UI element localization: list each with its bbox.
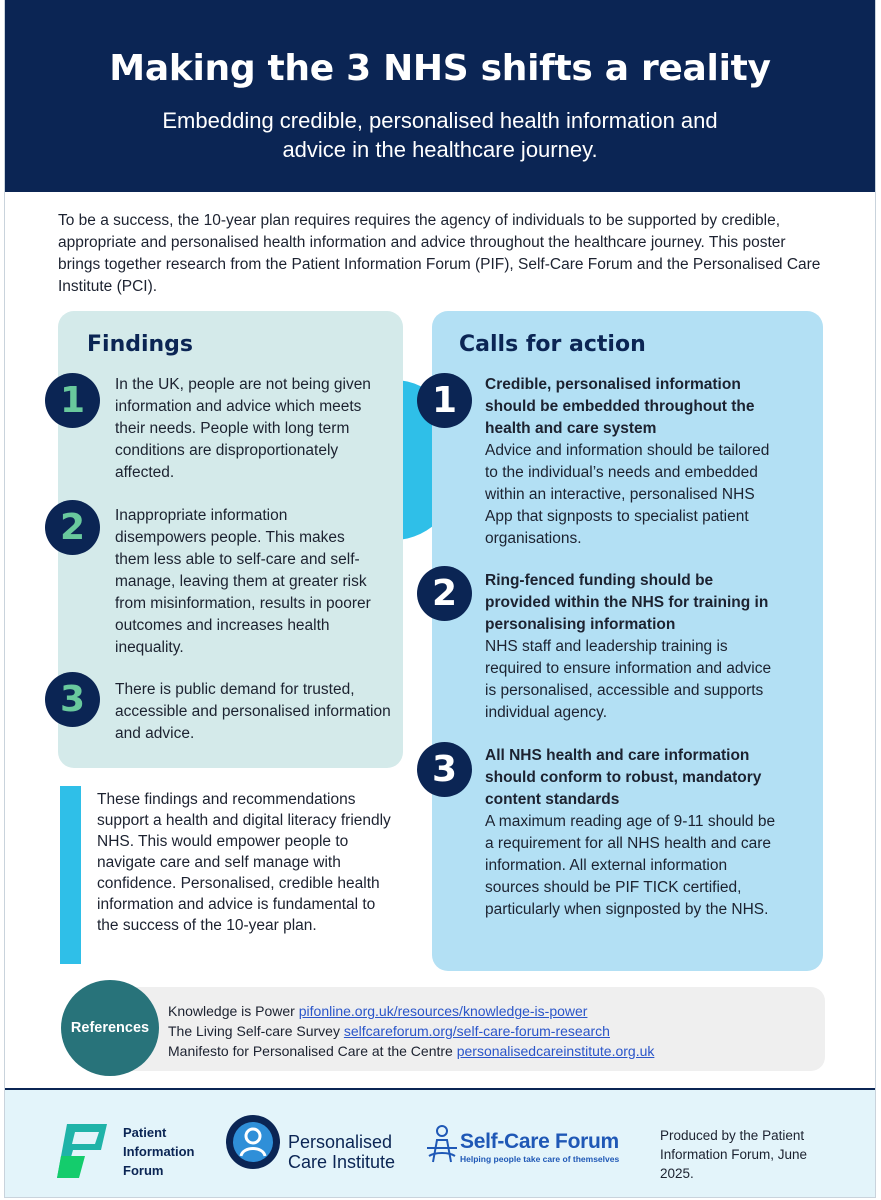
call-item: [485, 570, 775, 724]
produced-by-text: Produced by the Patient Information Forum, June 2025.: [660, 1128, 808, 1181]
pci-logo-icon: [225, 1114, 281, 1170]
reference-item: Manifesto for Personalised Care at the Centre personalisedcareinstitute.org.uk: [168, 1043, 655, 1059]
reference-item: The Living Self-care Survey selfcareforum.org/self-care-forum-research: [168, 1023, 610, 1039]
calls-title: Calls for action: [459, 332, 646, 357]
call-item: [485, 745, 780, 921]
call-number: 3: [417, 742, 472, 797]
finding-text: There is public demand for trusted, accessible and personalised information and advice.: [115, 681, 391, 742]
self-care-forum-title: Self-Care Forum: [460, 1130, 619, 1153]
finding-number: 1: [45, 373, 100, 428]
calls-for-action-panel: [432, 311, 823, 971]
self-care-forum-tagline: Helping people take care of themselves: [460, 1154, 620, 1164]
poster: [4, 0, 876, 1198]
pif-logo-text: Patient Information Forum: [123, 1125, 195, 1178]
references-badge: References: [61, 980, 159, 1076]
reference-link[interactable]: pifonline.org.uk/resources/knowledge-is-power: [298, 1003, 588, 1019]
finding-text: In the UK, people are not being given information and advice which meets their needs. People with long term conditions are disproportionately affected.: [115, 376, 371, 481]
call-body: Advice and information should be tailored to the individual’s needs and embedded within an interactive, personalised NHS App that signposts to specialist patient organisations.: [485, 442, 770, 547]
call-heading: All NHS health and care information should conform to robust, mandatory content standards: [485, 747, 762, 808]
header-banner: [5, 0, 875, 192]
page-title: Making the 3 NHS shifts a reality: [109, 48, 771, 89]
footer: [5, 1088, 875, 1198]
self-care-forum-logo-icon: [425, 1124, 459, 1164]
call-heading: Credible, personalised information should be embedded throughout the health and care system: [485, 376, 755, 437]
findings-title: Findings: [87, 332, 194, 357]
references-list: [168, 1001, 654, 1061]
call-body: A maximum reading age of 9-11 should be a requirement for all NHS health and care information. All external information sources should be PIF TICK certified, particularly when signposted by the NHS.: [485, 813, 776, 918]
call-number: 2: [417, 566, 472, 621]
intro-paragraph: To be a success, the 10-year plan requires requires the agency of individuals to be supported by credible, appropriate and personalised health information and advice throughout the healthcare journey. This poster brings together research from the Patient Information Forum (PIF), Self-Care Forum and the Personalised Care Institute (PCI).: [58, 212, 821, 295]
call-heading: Ring-fenced funding should be provided within the NHS for training in personalising information: [485, 572, 769, 633]
finding-text: Inappropriate information disempowers people. This makes them less able to self-care and self-manage, leaving them at greater risk from misinformation, results in poorer outcomes and increases health inequality.: [115, 507, 371, 656]
summary-text: These findings and recommendations support a health and digital literacy friendly NHS. This would empower people to navigate care and self manage with confidence. Personalised, credible health information and advice is fundamental to the success of the 10-year plan.: [97, 791, 391, 934]
pci-logo-text: Personalised Care Institute: [288, 1132, 396, 1172]
finding-number: 2: [45, 500, 100, 555]
call-number: 1: [417, 373, 472, 428]
findings-panel: [58, 311, 403, 768]
reference-link[interactable]: selfcareforum.org/self-care-forum-research: [343, 1023, 610, 1039]
page-subtitle: Embedding credible, personalised health information and advice in the healthcare journey.: [162, 108, 718, 162]
reference-item: Knowledge is Power pifonline.org.uk/resources/knowledge-is-power: [168, 1003, 588, 1019]
reference-link[interactable]: personalisedcareinstitute.org.uk: [456, 1043, 655, 1059]
pif-logo-icon: [55, 1120, 113, 1180]
call-item: [485, 374, 775, 550]
summary-accent-bar: [60, 786, 81, 964]
call-body: NHS staff and leadership training is required to ensure information and advice is personalised, accessible and supports individual agency.: [485, 638, 772, 721]
finding-number: 3: [45, 672, 100, 727]
